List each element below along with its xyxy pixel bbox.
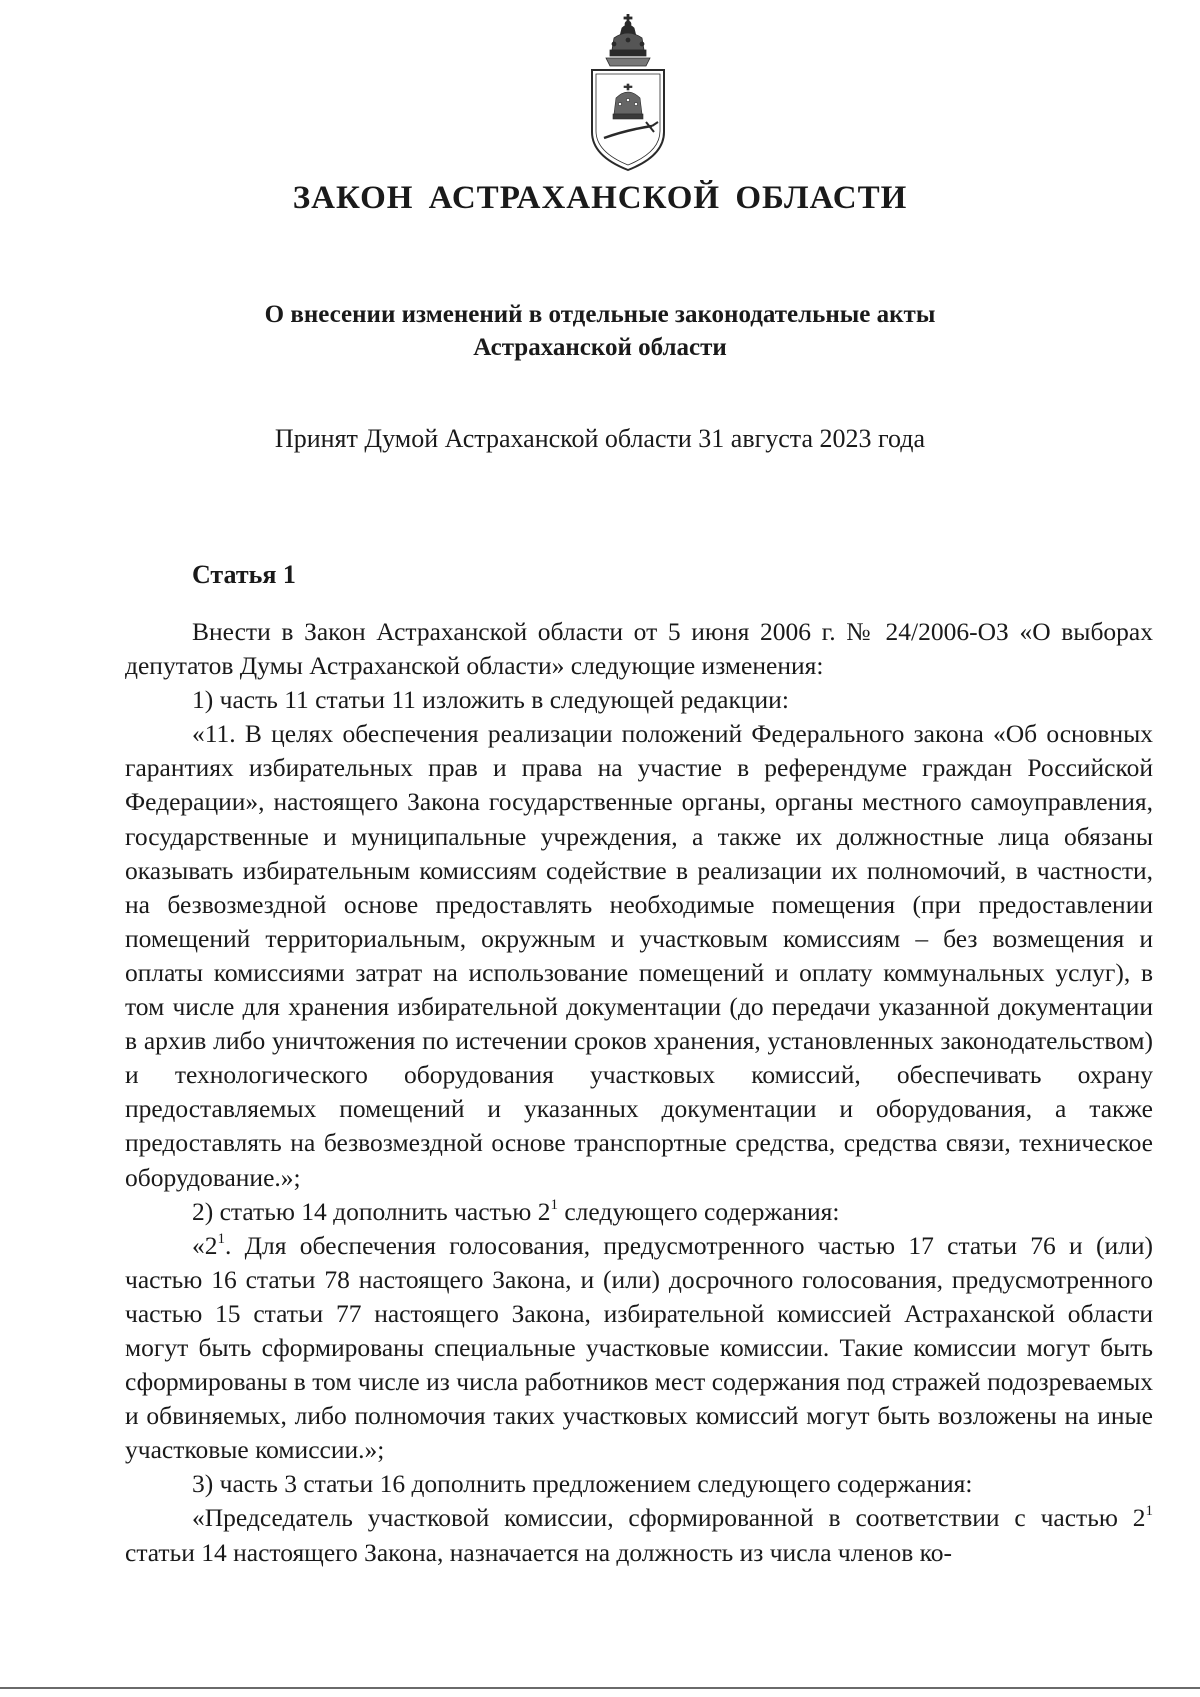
paragraph-part-2-1-text <box>125 1229 1153 1468</box>
paragraph-part-11-text: «11. В целях обеспечения реализации положений Федерального закона «Об основных гарантиях избирательных прав и права на участие в референдуме граждан Российской Федерации», настоящего Закона государственные органы, органы местного самоуправления, государственные и муниципальные учреждения, а также их должностные лица обязаны оказывать избирательным комиссиям содействие в реализации их полномочий, в частности, на безвозмездной основе предоставлять необходимые помещения (при предоставлении помещений территориальным, окружным и участковым комиссиям – без возмещения и оплаты комиссиями затрат на использование помещений и оплату коммунальных услуг), в том числе для хранения избирательной документации (до передачи указанной документации в архив либо уничтожения по истечении сроков хранения, установленных законодательством) и технологического оборудования участковых комиссий, обеспечивать охрану предоставляемых помещений и указанных документации и оборудования, а также предоставлять на безвозмездной основе транспортные средства, средства связи, техническое оборудование.»; <box>125 719 1153 1192</box>
paragraph-chairman-end: статьи 14 настоящего Закона, назначается на должность из числа членов ко- <box>125 1537 952 1567</box>
paragraph-item-2 <box>125 1195 1153 1229</box>
page-bottom-rule <box>0 1687 1200 1689</box>
paragraph-chairman-text <box>125 1501 1153 1569</box>
article-body <box>125 615 1153 1570</box>
paragraph-item-2-start: 2) статью 14 дополнить частью 2 <box>192 1196 551 1226</box>
adoption-line: Принят Думой Астраханской области 31 августа 2023 года <box>274 424 926 453</box>
paragraph-item-3: 3) часть 3 статьи 16 дополнить предложением следующего содержания: <box>192 1469 973 1499</box>
law-subtitle <box>0 298 1200 364</box>
paragraph-item-1: 1) часть 11 статьи 11 изложить в следующей редакции: <box>192 685 789 715</box>
subtitle-line-1: О внесении изменений в отдельные законодательные акты <box>264 301 936 328</box>
subtitle-line-2: Астраханской области <box>473 334 727 361</box>
astrakhan-coat-of-arms-icon <box>586 14 670 172</box>
law-title: ЗАКОН АСТРАХАНСКОЙ ОБЛАСТИ <box>292 180 908 216</box>
superscript: 1 <box>217 1230 225 1247</box>
superscript: 1 <box>550 1196 558 1213</box>
paragraph-part-2-1-start: «2 <box>192 1230 218 1260</box>
superscript: 1 <box>1145 1503 1153 1520</box>
paragraph-item-2-end: следующего содержания: <box>557 1196 840 1226</box>
paragraph-part-2-1-end: . Для обеспечения голосования, предусмотренного частью 17 статьи 76 и (или) частью 16 статьи 78 настоящего Закона, и (или) досрочного голосования, предусмотренного частью 15 статьи 77 настоящего Закона, избирательной комиссией Астраханской области могут быть сформированы специальные участковые комиссии. Такие комиссии могут быть сформированы в том числе из числа работников мест содержания под стражей подозреваемых и обвиняемых, либо полномочия таких участковых комиссий могут быть возложены на иные участковые комиссии.»; <box>125 1230 1153 1465</box>
paragraph-chairman-start: «Председатель участковой комиссии, сформированной в соответствии с частью 2 <box>192 1503 1146 1533</box>
paragraph-intro: Внести в Закон Астраханской области от 5 июня 2006 г. № 24/2006-ОЗ «О выборах депутатов Думы Астраханской области» следующие изменения: <box>125 617 1153 681</box>
article-heading: Статья 1 <box>192 560 296 589</box>
